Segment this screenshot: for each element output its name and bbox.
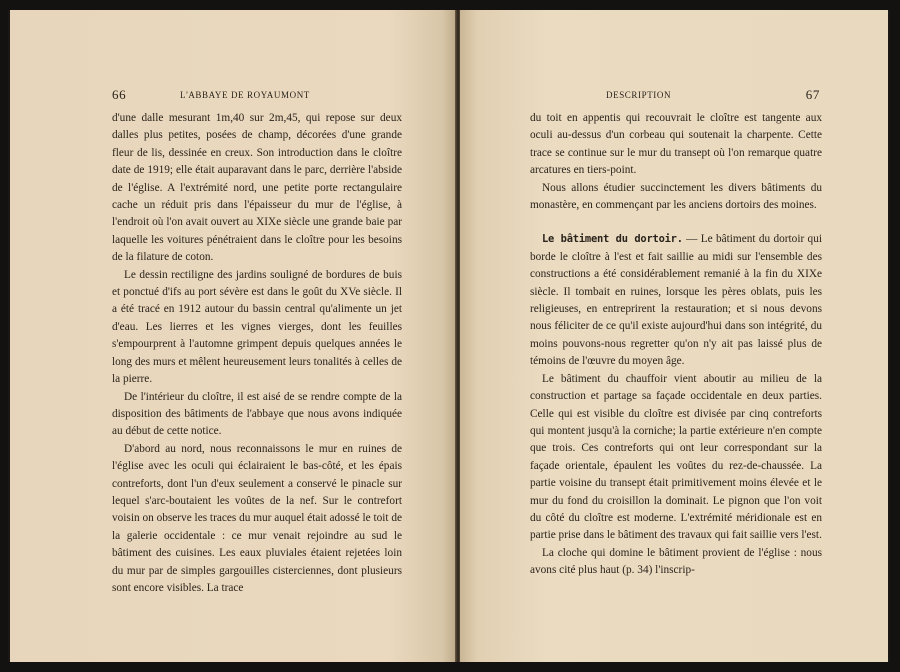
paragraph: Nous allons étudier succinctement les divers bâtiments du monastère, en commençant par les anciens dortoirs des moines. (530, 181, 822, 212)
section-heading: Le bâtiment du dortoir. (542, 233, 683, 246)
right-page-body (530, 110, 822, 580)
section-paragraph (530, 231, 822, 370)
running-head: DESCRIPTION (606, 90, 672, 100)
paragraph: La cloche qui domine le bâtiment provient de l'église : nous avons cité plus haut (p. 34) l'inscrip- (530, 546, 822, 577)
left-page (10, 10, 456, 662)
right-page (460, 10, 888, 662)
paragraph: D'abord au nord, nous reconnaissons le mur en ruines de l'église avec les oculi qui éclairaient le bas-côté, et les épais contreforts, dont l'un d'eux seulement a conservé le pinacle sur lequel s'arc-boutaient les voûtes de la nef. Sur le contrefort voisin on observe les traces du mur auquel était adossé le toit de la galerie occidentale : ce mur venait rejoindre au sud le bâtiment des cuisines. Les eaux pluviales étaient rejetées loin du mur par de simples gargouilles cisterciennes, dont plusieurs sont encore visibles. La trace (112, 442, 402, 594)
paragraph: Le dessin rectiligne des jardins souligné de bordures de buis et ponctué d'ifs au port sévère est dans le goût du XVe siècle. Il a été tracé en 1912 autour du bassin central qu'alimente un jet d'eau. Les lierres et les vignes vierges, dont les feuilles s'empourprent à l'automne grimpent depuis quelques années le long des murs et mêlent heureusement leurs tonalités à celles de la pierre. (112, 268, 402, 386)
paragraph: Le bâtiment du chauffoir vient aboutir au milieu de la construction et partage sa façade occidentale en deux parties. Celle qui est visible du cloître est divisée par cinq contreforts qui montent jusqu'à la corniche; la partie extérieure n'en compte que trois. Ces contreforts qui ont leur correspondant sur la façade orientale, épaulent les voûtes du rez-de-chaussée. La partie voisine du transept était primitivement moins élevée et le mur du fond du croisillon la dominait. Le pignon que l'on voit du côté du cloître est moderne. L'extrémité méridionale est en partie prise dans le bâtiment des travaux qui fait saillie vers l'est. (530, 372, 822, 542)
paragraph: De l'intérieur du cloître, il est aisé de se rendre compte de la disposition des bâtiments de l'abbaye que nous avons indiquée au début de cette notice. (112, 390, 402, 438)
book-spread (8, 10, 890, 662)
page-number: 67 (805, 87, 820, 102)
left-page-body (112, 110, 402, 597)
section-text: — Le bâtiment du dortoir qui borde le cloître à l'est et fait saillie au midi sur l'ensemble des constructions a été considérablement remanié à la fin du XIXe siècle. Il tombait en ruines, lorsque les pères oblats, puis les religieuses, en entreprirent la restauration; et si nous devons nous féliciter de ce qu'il existe aujourd'hui dans son intégrité, du moins pouvons-nous regretter qu'on n'y ait pas laissé plus de témoins de l'œuvre du moyen âge. (530, 233, 822, 368)
page-number: 66 (112, 87, 127, 102)
paragraph: du toit en appentis qui recouvrait le cloître est tangente aux oculi au-dessus d'un corbeau qui soutenait la charpente. Cette trace se continue sur le mur du transept où l'on remarque quatre arcatures en tiers-point. (530, 112, 822, 177)
paragraph: d'une dalle mesurant 1m,40 sur 2m,45, qui repose sur deux dalles plus petites, posées de champ, décorées d'une grande fleur de lis, dessinée en creux. Son introduction dans le cloître date de 1919; elle était auparavant dans le parc, derrière l'abside de l'église. A l'extrémité nord, une petite porte rectangulaire cache un réduit pris dans l'épaisseur du mur de l'église, à l'endroit où l'on avait ouvert au XIXe siècle une grande baie par laquelle les voitures pénétraient dans le cloître pour les besoins de la filature de coton. (112, 112, 402, 264)
running-head: L'ABBAYE DE ROYAUMONT (180, 90, 310, 100)
